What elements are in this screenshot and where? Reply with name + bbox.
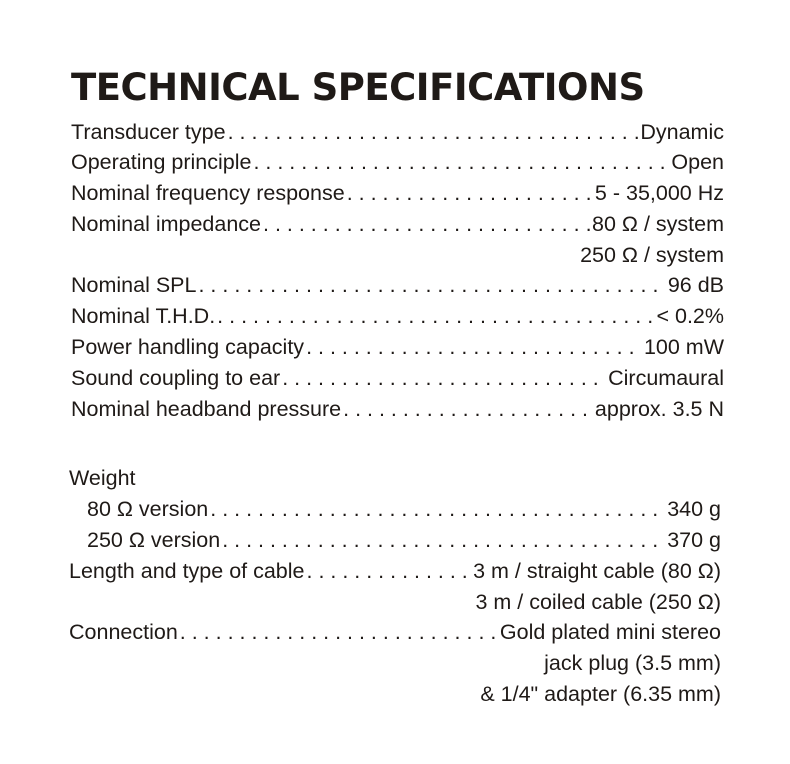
spec-row-transducer-type: [71, 117, 724, 147]
dot-leader: [304, 332, 642, 362]
dot-leader: [341, 394, 593, 424]
weight-row-80: [87, 494, 721, 524]
spec-value: Gold plated mini stereo: [499, 620, 721, 644]
spec-row-headband-pressure: [71, 394, 724, 424]
spec-label: 80 Ω version: [87, 497, 209, 521]
dot-leader: [196, 270, 665, 300]
dot-leader: [220, 525, 665, 555]
spec-row-spl: [71, 270, 724, 300]
spec-label: Operating principle: [71, 150, 252, 174]
spec-continuation: 250 Ω / system: [580, 243, 724, 267]
spec-label: Nominal SPL: [71, 273, 197, 297]
spec-row-operating-principle: [71, 147, 724, 177]
spec-value: 3 m / straight cable (80 Ω): [473, 559, 721, 583]
spec-continuation: 3 m / coiled cable (250 Ω): [475, 590, 721, 614]
spec-value: 5 - 35,000 Hz: [594, 181, 724, 205]
spec-label: Transducer type: [71, 120, 226, 144]
spec-value: 340 g: [667, 497, 721, 521]
spec-label: Length and type of cable: [69, 559, 305, 583]
dot-leader: [345, 178, 593, 208]
spec-label: Sound coupling to ear: [71, 366, 281, 390]
spec-label: Nominal T.H.D.: [71, 304, 216, 328]
spec-value: 100 mW: [643, 335, 724, 359]
spec-value: Open: [671, 150, 724, 174]
dot-leader: [226, 117, 639, 147]
weight-heading: Weight: [69, 466, 136, 490]
dot-leader: [215, 301, 654, 331]
spec-row-impedance: [71, 209, 724, 239]
spec-value: 96 dB: [667, 273, 724, 297]
spec-label: Nominal frequency response: [71, 181, 345, 205]
dot-leader: [208, 494, 665, 524]
spec-label: Nominal impedance: [71, 212, 262, 236]
dot-leader: [305, 556, 472, 586]
spec-value: 80 Ω / system: [592, 212, 724, 236]
spec-value: approx. 3.5 N: [594, 397, 724, 421]
dot-leader: [251, 147, 669, 177]
spec-value: < 0.2%: [656, 304, 724, 328]
spec-row-power-handling: [71, 332, 724, 362]
spec-row-frequency-response: [71, 178, 724, 208]
spec-label: 250 Ω version: [87, 528, 221, 552]
spec-continuation: & 1/4" adapter (6.35 mm): [480, 682, 721, 706]
spec-row-thd: [71, 301, 724, 331]
dot-leader: [261, 209, 590, 239]
weight-row-250: [87, 525, 721, 555]
spec-label: Nominal headband pressure: [71, 397, 342, 421]
spec-label: Power handling capacity: [71, 335, 305, 359]
dot-leader: [280, 363, 606, 393]
spec-label: Connection: [69, 620, 178, 644]
spec-value: 370 g: [667, 528, 721, 552]
spec-continuation: jack plug (3.5 mm): [544, 651, 721, 675]
spec-value: Dynamic: [640, 120, 724, 144]
spec-value: Circumaural: [608, 366, 724, 390]
spec-row-sound-coupling: [71, 363, 724, 393]
page-title: TECHNICAL SPECIFICATIONS: [71, 66, 645, 109]
dot-leader: [178, 617, 498, 647]
spec-row-cable: [69, 556, 721, 586]
spec-row-connection: [69, 617, 721, 647]
